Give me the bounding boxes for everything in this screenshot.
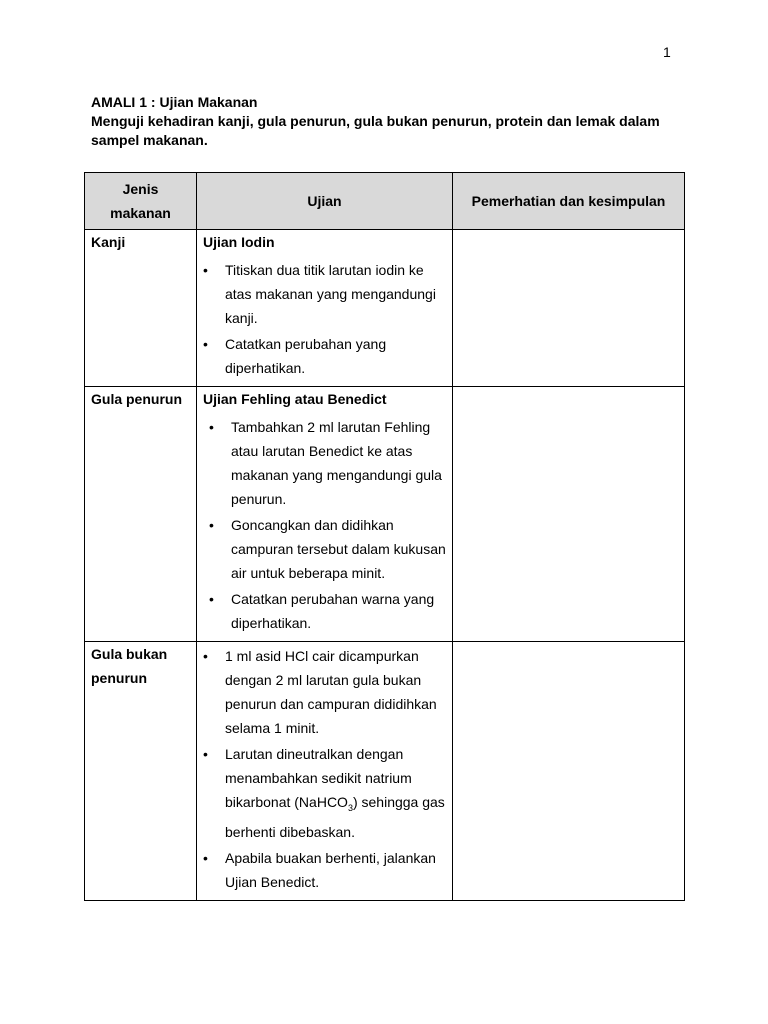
- document-heading: [91, 93, 691, 150]
- observation-cell[interactable]: [453, 642, 685, 901]
- test-step-with-formula: [203, 742, 446, 844]
- test-step: • Catatkan perubahan yang diperhatikan.: [203, 332, 446, 380]
- formula-subscript: 3: [347, 802, 353, 813]
- practical-title: [91, 93, 691, 112]
- practical-title-rest: Ujian Makanan: [155, 94, 258, 110]
- test-cell: [197, 230, 453, 387]
- test-step: • 1 ml asid HCl cair dicampurkan dengan 2 ml larutan gula bukan penurun dan campuran dididihkan selama 1 minit.: [203, 644, 446, 740]
- formula-suffix: ) sehingga gas berhenti dibebaskan.: [225, 794, 445, 840]
- test-step: • Titiskan dua titik larutan iodin ke atas makanan yang mengandungi kanji.: [203, 258, 446, 330]
- test-name: Ujian Iodin: [203, 234, 275, 250]
- table-row-reducing-sugar: [85, 387, 685, 642]
- test-steps-list: [203, 415, 446, 635]
- header-test: Ujian: [197, 173, 453, 230]
- table-row-starch: [85, 230, 685, 387]
- test-step: • Catatkan perubahan warna yang diperhatikan.: [203, 587, 446, 635]
- table-header-row: [85, 173, 685, 230]
- test-name: Ujian Fehling atau Benedict: [203, 391, 387, 407]
- page-number: 1: [663, 44, 671, 60]
- table-row-non-reducing-sugar: [85, 642, 685, 901]
- food-type-cell: Kanji: [85, 230, 197, 387]
- test-cell: [197, 642, 453, 901]
- test-step: • Goncangkan dan didihkan campuran tersebut dalam kukusan air untuk beberapa minit.: [203, 513, 446, 585]
- formula-prefix: bikarbonat (NaHCO: [225, 794, 348, 810]
- food-test-table: [84, 172, 685, 901]
- header-observation: Pemerhatian dan kesimpulan: [453, 173, 685, 230]
- test-steps-list: [203, 644, 446, 894]
- observation-cell[interactable]: [453, 230, 685, 387]
- test-step-text: Larutan dineutralkan dengan menambahkan sedikit natrium: [225, 746, 412, 786]
- food-type-cell: Gula bukan penurun: [85, 642, 197, 901]
- practical-objective: Menguji kehadiran kanji, gula penurun, gula bukan penurun, protein dan lemak dalam sampel makanan.: [91, 113, 660, 148]
- header-food-type: Jenis makanan: [85, 173, 197, 230]
- practical-title-lead: AMALI 1 :: [91, 94, 156, 110]
- test-cell: [197, 387, 453, 642]
- observation-cell[interactable]: [453, 387, 685, 642]
- test-steps-list: [203, 258, 446, 380]
- test-step: • Tambahkan 2 ml larutan Fehling atau larutan Benedict ke atas makanan yang mengandungi gula penurun.: [203, 415, 446, 511]
- test-step: • Apabila buakan berhenti, jalankan Ujian Benedict.: [203, 846, 446, 894]
- food-type-cell: Gula penurun: [85, 387, 197, 642]
